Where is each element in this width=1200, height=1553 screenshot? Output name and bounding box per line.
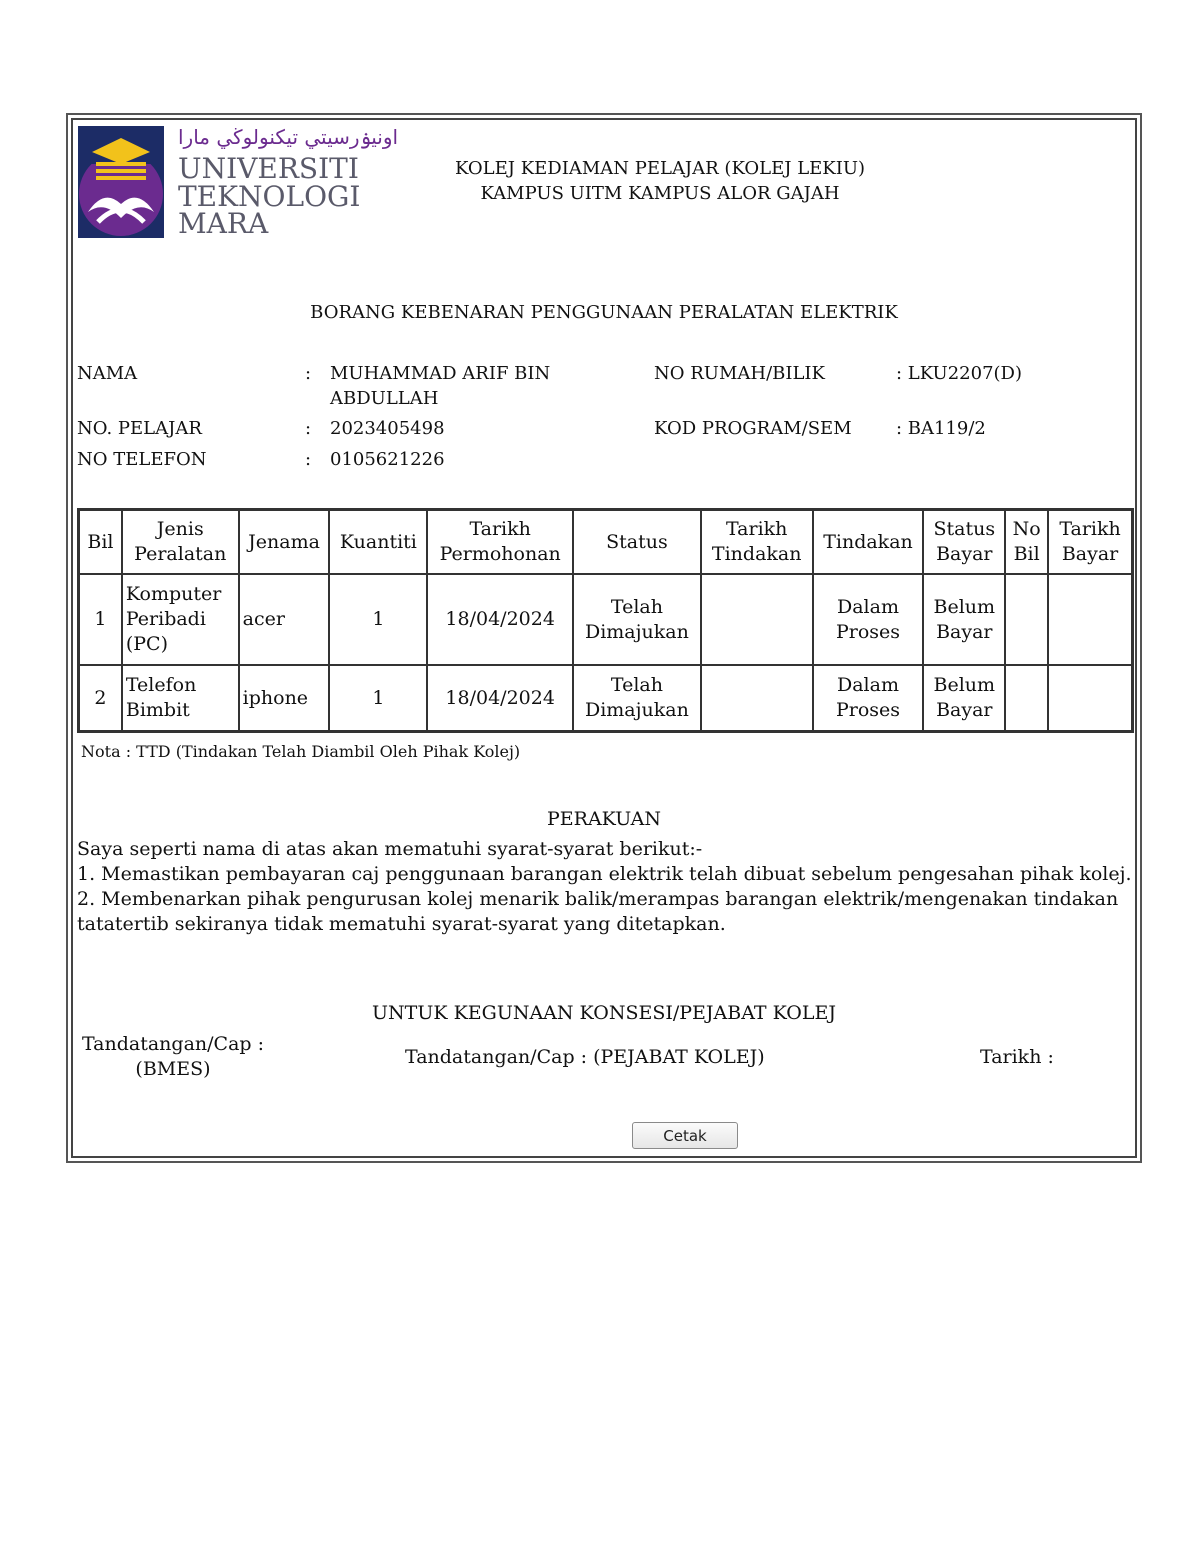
nama-colon: : [305,363,312,384]
table-header-row [79,510,1132,574]
header-tarikh-bayar: Tarikh Bayar [1048,510,1132,574]
kod-program-label: KOD PROGRAM/SEM [654,418,852,439]
header-no-bil: No Bil [1005,510,1048,574]
signature-bmes: Tandatangan/Cap : (BMES) [81,1033,265,1080]
cell-status: Telah Dimajukan [573,665,701,731]
no-rumah-value: : LKU2207(D) [896,363,1022,384]
perakuan-body [77,837,1137,937]
equipment-table [77,508,1134,733]
signature-pejabat: Tandatangan/Cap : (PEJABAT KOLEJ) [405,1046,765,1068]
cell-kuantiti: 1 [329,574,427,665]
cell-bil: 1 [79,574,122,665]
header-kuantiti: Kuantiti [329,510,427,574]
cell-tindakan: Dalam Proses [813,665,924,731]
header-status: Status [573,510,701,574]
no-telefon-colon: : [305,449,312,470]
campus-name: KAMPUS UITM KAMPUS ALOR GAJAH [480,183,840,204]
cell-status-bayar: Belum Bayar [923,574,1005,665]
table-row [79,665,1132,731]
form-title: BORANG KEBENARAN PENGGUNAAN PERALATAN ELEKTRIK [310,302,898,323]
table-row [79,574,1132,665]
nota-text: Nota : TTD (Tindakan Telah Diambil Oleh Pihak Kolej) [81,742,521,761]
cell-tarikh-bayar [1048,665,1132,731]
cell-kuantiti: 1 [329,665,427,731]
header-tarikh-permohonan: Tarikh Permohonan [427,510,573,574]
cell-jenis-peralatan: Telefon Bimbit [122,665,239,731]
nama-value-line2: ABDULLAH [330,388,439,409]
no-telefon-label: NO TELEFON [77,449,207,470]
cell-tarikh-permohonan: 18/04/2024 [427,574,573,665]
cell-tarikh-tindakan [701,665,813,731]
uitm-logo [78,125,399,240]
perakuan-item-1: 1. Memastikan pembayaran caj penggunaan barangan elektrik telah dibuat sebelum pengesahan pihak kolej. [77,863,1132,885]
cell-status: Telah Dimajukan [573,574,701,665]
logo-line2: TEKNOLOGI [178,180,361,213]
cell-jenis-peralatan: Komputer Peribadi (PC) [122,574,239,665]
logo-jawi: اونيۏرسيتي تيكنولوڬي مارا [178,125,399,149]
nama-label: NAMA [77,363,138,384]
no-pelajar-label: NO. PELAJAR [77,418,202,439]
header-jenis-peralatan: Jenis Peralatan [122,510,239,574]
cell-tindakan: Dalam Proses [813,574,924,665]
header-tarikh-tindakan: Tarikh Tindakan [701,510,813,574]
header-tindakan: Tindakan [813,510,924,574]
logo-line3: MARA [178,207,269,240]
header-jenama: Jenama [239,510,330,574]
office-use-title: UNTUK KEGUNAAN KONSESI/PEJABAT KOLEJ [372,1002,836,1024]
no-pelajar-value: 2023405498 [330,418,445,439]
no-rumah-label: NO RUMAH/BILIK [654,363,825,384]
perakuan-intro: Saya seperti nama di atas akan mematuhi syarat-syarat berikut:- [77,838,703,860]
header-bil: Bil [79,510,122,574]
cell-bil: 2 [79,665,122,731]
cell-tarikh-permohonan: 18/04/2024 [427,665,573,731]
cell-tarikh-tindakan [701,574,813,665]
kod-program-value: : BA119/2 [896,418,986,439]
cell-jenama: iphone [239,665,330,731]
no-pelajar-colon: : [305,418,312,439]
perakuan-item-2: 2. Membenarkan pihak pengurusan kolej menarik balik/merampas barangan elektrik/mengenakan tindakan tatatertib sekiranya tidak mematuhi syarat-syarat yang ditetapkan. [77,888,1119,935]
print-button[interactable]: Cetak [632,1122,738,1149]
tarikh-label: Tarikh : [980,1046,1054,1068]
cell-tarikh-bayar [1048,574,1132,665]
uitm-crest-icon [78,126,164,238]
no-telefon-value: 0105621226 [330,449,445,470]
cell-jenama: acer [239,574,330,665]
header-status-bayar: Status Bayar [923,510,1005,574]
nama-value-line1: MUHAMMAD ARIF BIN [330,363,551,384]
college-name: KOLEJ KEDIAMAN PELAJAR (KOLEJ LEKIU) [454,158,866,179]
cell-no-bil [1005,574,1048,665]
logo-line1: UNIVERSITI [178,152,359,185]
perakuan-title: PERAKUAN [547,808,661,830]
cell-no-bil [1005,665,1048,731]
cell-status-bayar: Belum Bayar [923,665,1005,731]
